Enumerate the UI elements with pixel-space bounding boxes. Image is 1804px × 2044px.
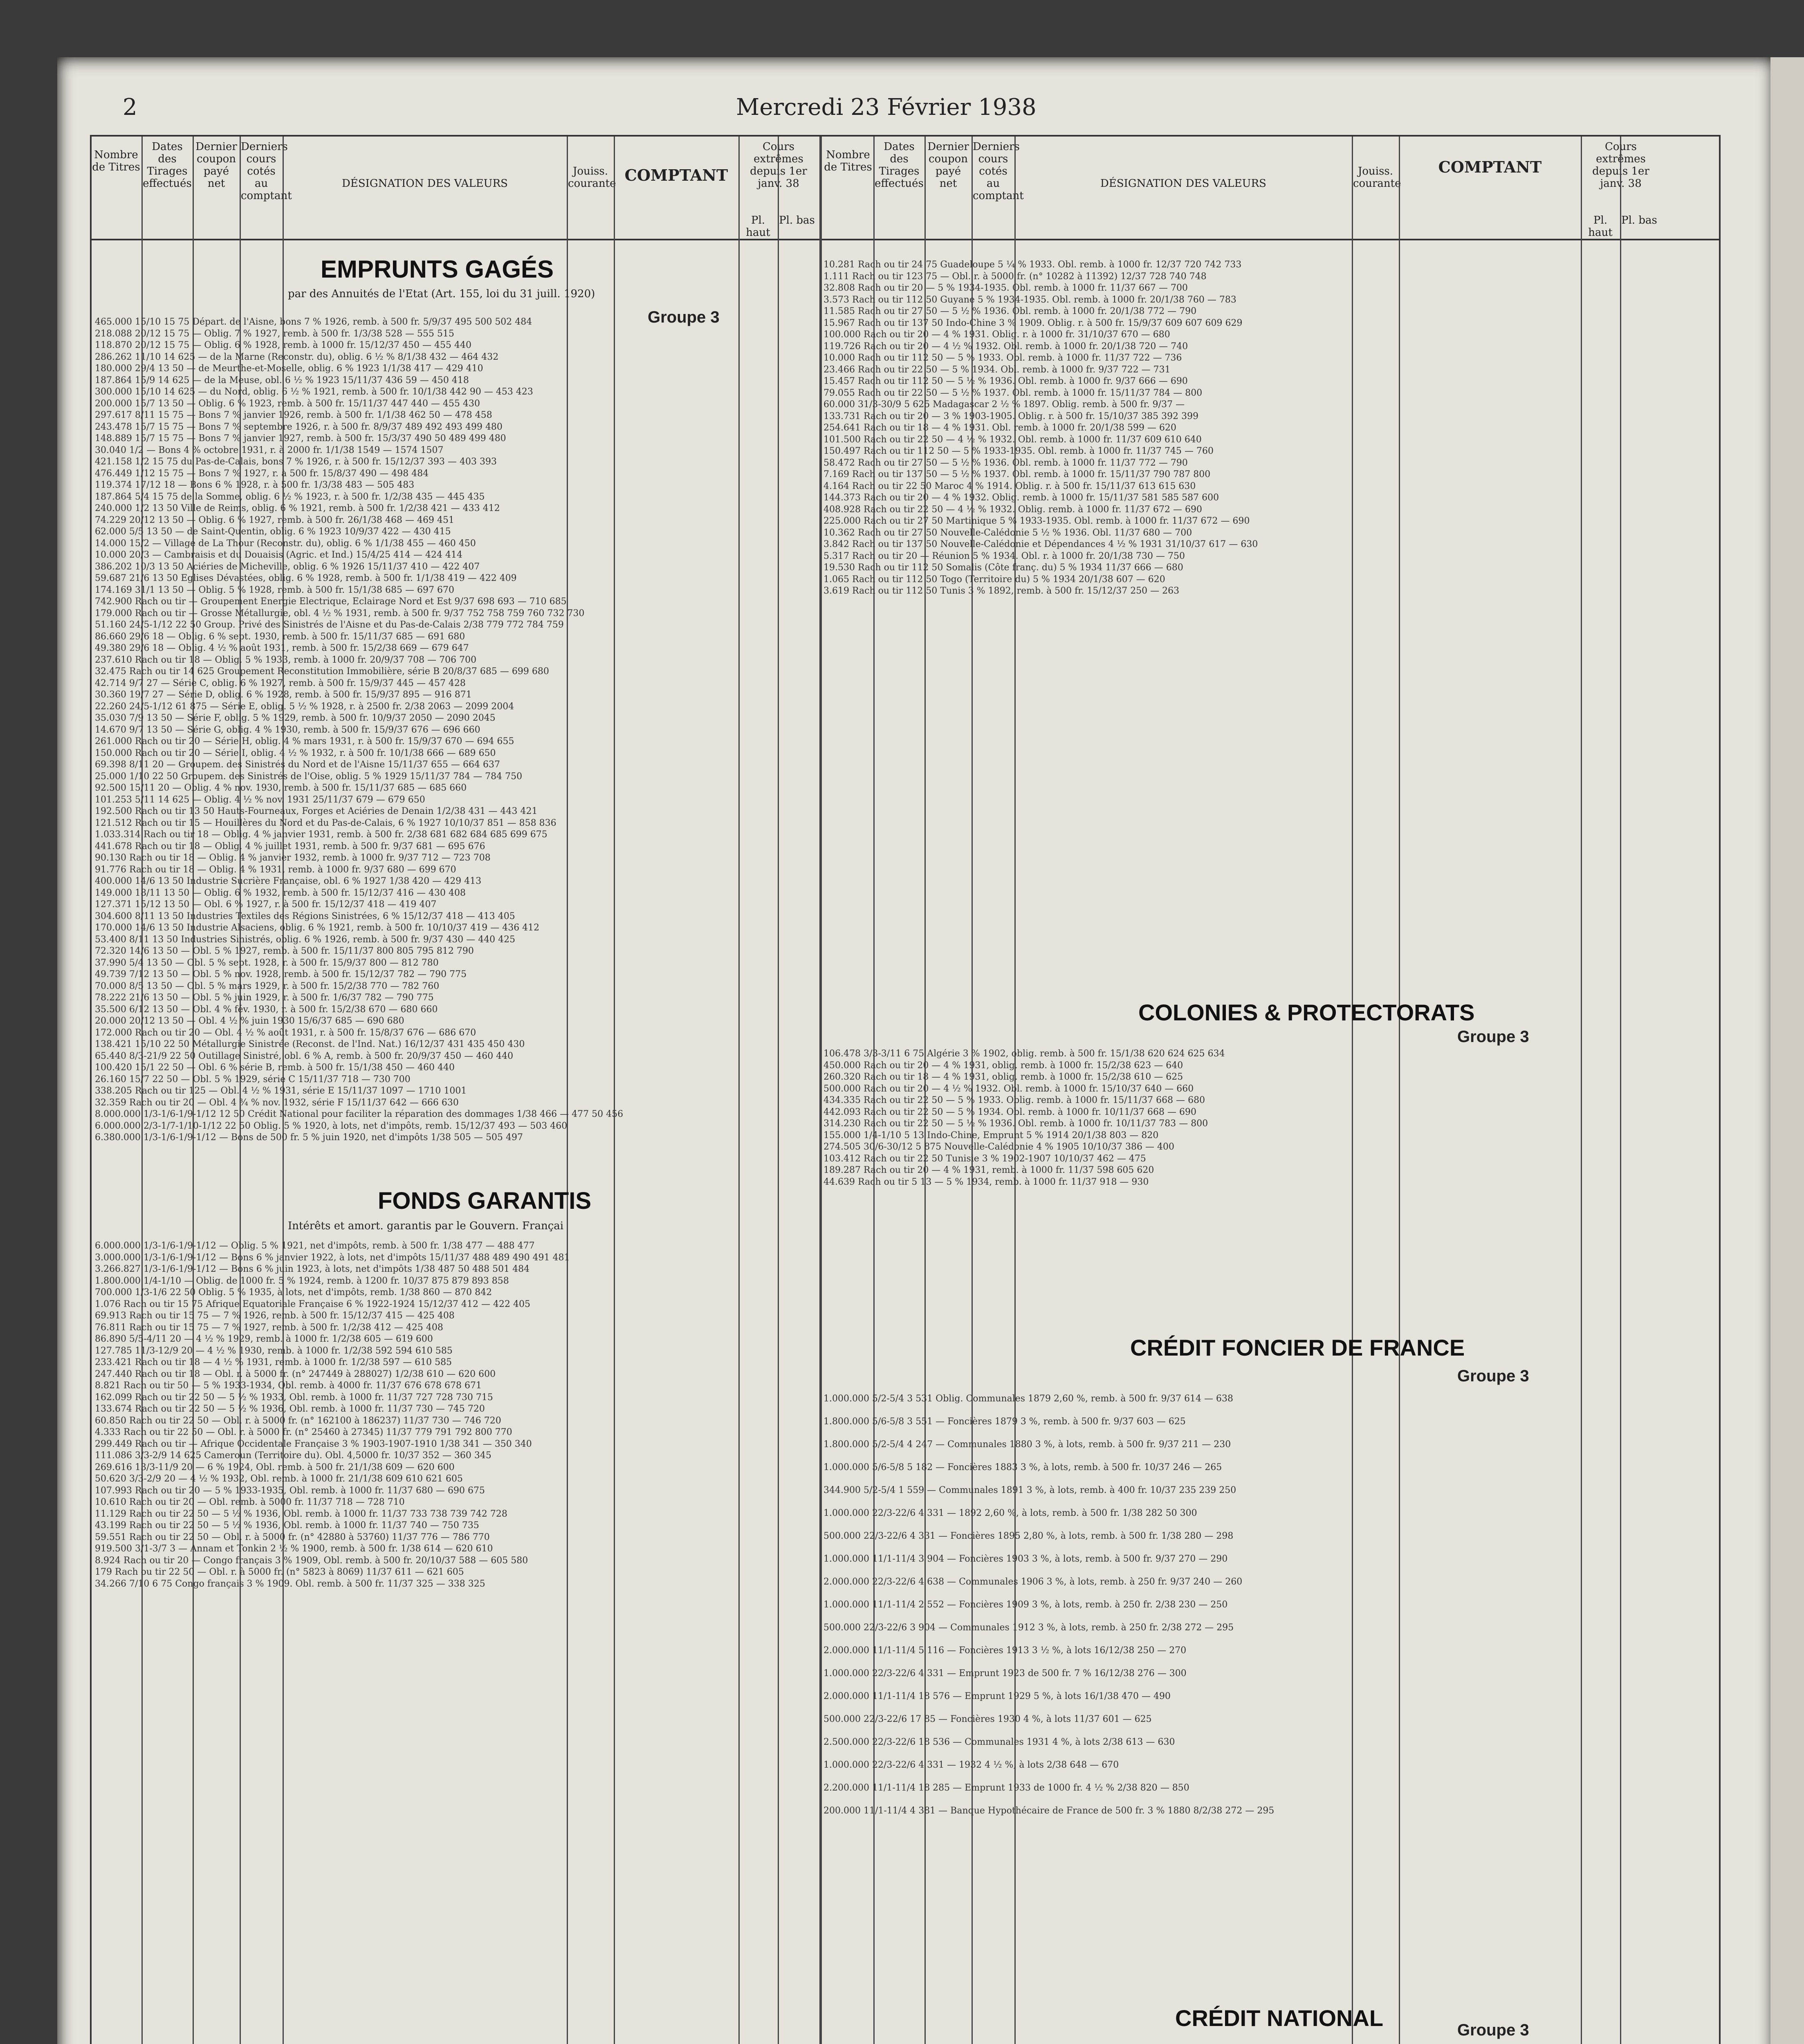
listing-row: 421.158 1/2 15 75 du Pas-de-Calais, bons 7 % 1926, r. à 500 fr. 15/12/37 393 — 403 393 [95, 457, 497, 467]
listing-row: 172.000 Rach ou tir 20 — Obl. 4 ½ % août 1931, r. à 500 fr. 15/8/37 676 — 686 670 [95, 1027, 476, 1038]
listing-row: 14.000 15/2 — Village de La Thour (Reconstr. du), oblig. 6 % 1/1/38 455 — 460 450 [95, 538, 476, 549]
col-head-cours-extremes-right: Cours extrêmes depuis 1er janv. 38 [1592, 141, 1649, 190]
listing-row: 155.000 1/4-1/10 5 13 Indo-Chine, Emprunt 5 % 1914 20/1/38 803 — 820 [823, 1130, 1159, 1141]
listing-row: 1.111 Rach ou tir 123 75 — Obl. r. à 5000 fr. (n° 10282 à 11392) 12/37 728 740 748 [823, 271, 1207, 282]
listing-row: 25.000 1/10 22 50 Groupem. des Sinistrés de l'Oise, oblig. 5 % 1929 15/11/37 784 — 784 750 [95, 771, 523, 782]
listing-row [95, 1602, 814, 1614]
col-head-coupon-right: Dernier coupon payé net [927, 141, 969, 190]
listing-row: 1.000.000 22/3-22/6 4 331 — 1932 4 ½ %, à lots 2/38 648 — 670 [823, 1760, 1119, 1770]
listing-row: 118.870 20/12 15 75 — Oblig. 6 % 1928, remb. à 1000 fr. 15/12/37 450 — 455 440 [95, 340, 471, 350]
listing-row: 91.776 Rach ou tir 18 — Oblig. 4 % 1931, remb. à 1000 fr. 9/37 680 — 699 670 [95, 864, 456, 875]
listing-row: 247.440 Rach ou tir 18 — Obl. r. à 5000 fr. (n° 247449 à 288027) 1/2/38 610 — 620 600 [95, 1369, 496, 1379]
listing-row: 53.400 8/11 13 50 Industries Sinistrés, oblig. 6 % 1926, remb. à 500 fr. 9/37 430 — 440 425 [95, 934, 516, 945]
col-head-coupon: Dernier coupon payé net [195, 141, 237, 190]
listing-row: 450.000 Rach ou tir 20 — 4 % 1931, oblig. remb. à 1000 fr. 15/2/38 623 — 640 [823, 1060, 1183, 1071]
listing-row: 59.687 21/6 13 50 Eglises Dévastées, oblig. 6 % 1928, remb. à 500 fr. 1/1/38 419 — 422 409 [95, 573, 517, 583]
col-head-plus-bas-right: Pl. bas [1621, 214, 1657, 226]
listing-row: 3.573 Rach ou tir 112 50 Guyane 5 % 1934-1935. Obl. remb. à 1000 fr. 20/1/38 760 — 783 [823, 294, 1236, 305]
listing-row: 189.287 Rach ou tir 20 — 4 % 1931, remb. à 1000 fr. 11/37 598 605 620 [823, 1165, 1154, 1175]
listing-row: 35.030 7/9 13 50 — Série F, oblig. 5 % 1929, remb. à 500 fr. 10/9/37 2050 — 2090 2045 [95, 713, 496, 723]
listing-row: 74.229 20/12 13 50 — Oblig. 6 % 1927, remb. à 500 fr. 26/1/38 468 — 469 451 [95, 515, 455, 525]
listing-row: 37.990 5/4 13 50 — Obl. 5 % sept. 1928, r. à 500 fr. 15/9/37 800 — 812 780 [95, 957, 439, 968]
listing-row: 86.660 29/6 18 — Oblig. 6 % sept. 1930, remb. à 500 fr. 15/11/37 685 — 691 680 [95, 631, 465, 642]
column-divider [1581, 137, 1582, 2044]
listing-row: 101.500 Rach ou tir 22 50 — 4 ½ % 1932. Obl. remb. à 1000 fr. 11/37 609 610 640 [823, 434, 1202, 445]
right-rows-block-1 [823, 259, 1580, 597]
listing-table [90, 135, 1721, 2044]
listing-row: 6.000.000 2/3-1/7-1/10-1/12 22 50 Oblig. 5 % 1920, à lots, net d'impôts, remb. 15/12/37 493 — 503 460 [95, 1121, 568, 1131]
listing-row: 442.093 Rach ou tir 22 50 — 5 % 1934. Obl. remb. à 1000 fr. 10/11/37 668 — 690 [823, 1107, 1196, 1117]
listing-row: 297.617 8/11 15 75 — Bons 7 % janvier 1926, remb. à 500 fr. 1/1/38 462 50 — 478 458 [95, 410, 492, 420]
col-head-tirages: Dates des Tirages effectués [143, 141, 192, 190]
listing-row: 919.500 3/1-3/7 3 — Annam et Tonkin 2 ½ % 1900, remb. à 500 fr. 1/38 614 — 620 610 [95, 1544, 493, 1554]
listing-row: 179.000 Rach ou tir — Grosse Métallurgie, obl. 4 ½ % 1931, remb. à 500 fr. 9/37 752 758 759 760 732 730 [95, 608, 585, 619]
listing-row: 51.160 24/5-1/12 22 50 Group. Privé des Sinistrés de l'Aisne et du Pas-de-Calais 2/38 779 772 784 759 [95, 620, 564, 630]
listing-row: 299.449 Rach ou tir — Afrique Occidentale Française 3 % 1903-1907-1910 1/38 341 — 350 340 [95, 1439, 532, 1449]
listing-row: 49.380 29/6 18 — Oblig. 4 ½ % août 1931, remb. à 500 fr. 15/2/38 669 — 679 647 [95, 643, 469, 653]
listing-row: 1.800.000 5/6-5/8 3 551 — Foncières 1879 3 %, remb. à 500 fr. 9/37 603 — 625 [823, 1416, 1186, 1427]
section-title-fonds-garantis: FONDS GARANTIS [378, 1188, 591, 1214]
col-head-derniers-cours: Derniers cours cotés au comptant [241, 141, 292, 202]
listing-row: 101.253 5/11 14 625 — Oblig. 4 ½ % nov. 1931 25/11/37 679 — 679 650 [95, 794, 425, 805]
listing-row: 192.500 Rach ou tir 13 50 Hauts-Fourneaux, Forges et Aciéries de Denain 1/2/38 431 — 443 421 [95, 806, 538, 816]
listing-row: 1.000.000 11/1-11/4 2 552 — Foncières 1909 3 %, à lots, remb. à 250 fr. 2/38 230 — 250 [823, 1600, 1228, 1610]
listing-row: 3.842 Rach ou tir 137 50 Nouvelle-Calédonie et Dépendances 4 ½ % 1931 31/10/37 617 — 630 [823, 539, 1258, 549]
right-rows-block-3 [823, 1387, 1580, 1822]
listing-row: 500.000 22/3-22/6 17 85 — Foncières 1930 4 %, à lots 11/37 601 — 625 [823, 1714, 1152, 1724]
listing-row: 8.924 Rach ou tir 20 — Congo français 3 % 1909, Obl. remb. à 500 fr. 20/10/37 588 — 605 580 [95, 1555, 528, 1566]
listing-row [95, 1636, 814, 1648]
listing-row: 121.512 Rach ou tir 15 — Houillères du Nord et du Pas-de-Calais, 6 % 1927 10/10/37 851 — 858 836 [95, 818, 556, 828]
listing-row: 119.726 Rach ou tir 20 — 4 ½ % 1932. Obl. remb. à 1000 fr. 20/1/38 720 — 740 [823, 341, 1188, 352]
listing-row: 20.000 20/12 13 50 — Obl. 4 ½ % juin 1930 15/6/37 685 — 690 680 [95, 1016, 404, 1026]
col-head-plus-bas: Pl. bas [779, 214, 815, 226]
listing-row: 148.889 15/7 15 75 — Bons 7 % janvier 1927, remb. à 500 fr. 15/3/37 490 50 489 499 480 [95, 433, 506, 444]
listing-row: 10.610 Rach ou tir 20 — Obl. remb. à 5000 fr. 11/37 718 — 728 710 [95, 1497, 405, 1507]
listing-row: 10.000 20/3 — Cambraisis et du Douaisis (Agric. et Ind.) 15/4/25 414 — 424 414 [95, 550, 462, 560]
listing-row: 3.619 Rach ou tir 112 50 Tunis 3 % 1892, remb. à 500 fr. 15/12/37 250 — 263 [823, 586, 1180, 596]
listing-row: 62.000 5/5 13 50 — de Saint-Quentin, oblig. 6 % 1923 10/9/37 422 — 430 415 [95, 527, 451, 537]
listing-row: 119.374 17/12 18 — Bons 6 % 1928, r. à 500 fr. 1/3/38 483 — 505 483 [95, 480, 415, 490]
listing-row: 76.811 Rach ou tir 15 75 — 7 % 1927, remb. à 500 fr. 1/2/38 412 — 425 408 [95, 1322, 443, 1333]
listing-row: 240.000 1/2 13 50 Ville de Reims, oblig. 6 % 1921, remb. à 500 fr. 1/2/38 421 — 433 412 [95, 503, 500, 513]
listing-row: 65.440 8/3-21/9 22 50 Outillage Sinistré, obl. 6 % A, remb. à 500 fr. 20/9/37 450 — 460 440 [95, 1051, 514, 1061]
listing-row: 43.199 Rach ou tir 22 50 — 5 ½ % 1936, Obl. remb. à 1000 fr. 11/37 740 — 750 735 [95, 1520, 479, 1531]
listing-row: 8.821 Rach ou tir 50 — 5 % 1933-1934, Obl. remb. à 4000 fr. 11/37 676 678 678 671 [95, 1381, 482, 1391]
section-subtitle-fonds-garantis: Intérêts et amort. garantis par le Gouvern. Françai [288, 1220, 564, 1232]
listing-row: 127.371 15/12 13 50 — Obl. 6 % 1927, r. à 500 fr. 15/12/37 418 — 419 407 [95, 899, 437, 910]
listing-row: 50.620 3/3-2/9 20 — 4 ½ % 1932, Obl. remb. à 1000 fr. 21/1/38 609 610 621 605 [95, 1474, 463, 1484]
listing-row: 44.639 Rach ou tir 5 13 — 5 % 1934, remb. à 1000 fr. 11/37 918 — 930 [823, 1177, 1149, 1187]
listing-row: 35.500 6/12 13 50 — Obl. 4 % fév. 1930, r. à 500 fr. 15/2/38 670 — 680 660 [95, 1004, 438, 1015]
listing-row: 60.000 31/3-30/9 5 625 Madagascar 2 ½ % 1897. Oblig. remb. à 500 fr. 9/37 — [823, 399, 1185, 410]
listing-row: 1.033.314 Rach ou tir 18 — Oblig. 4 % janvier 1931, remb. à 500 fr. 2/38 681 682 684 685 699 675 [95, 829, 547, 840]
listing-row: 69.913 Rach ou tir 15 75 — 7 % 1926, remb. à 500 fr. 15/12/37 415 — 425 408 [95, 1311, 455, 1321]
listing-row: 78.222 21/6 13 50 — Obl. 5 % juin 1929, r. à 500 fr. 1/6/37 782 — 790 775 [95, 993, 434, 1003]
listing-row: 500.000 22/3-22/6 4 331 — Foncières 1895 2,80 %, à lots, remb. à 500 fr. 1/38 280 — 298 [823, 1531, 1234, 1541]
listing-row: 10.362 Rach ou tir 27 50 Nouvelle-Calédonie 5 ½ % 1936. Obl. 11/37 680 — 700 [823, 527, 1192, 538]
listing-row: 70.000 8/5 13 50 — Obl. 5 % mars 1929, r. à 500 fr. 15/2/38 770 — 782 760 [95, 981, 440, 991]
col-head-jouiss: Jouiss. courante [568, 165, 616, 190]
listing-row: 1.800.000 5/2-5/4 4 247 — Communales 1880 3 %, à lots, remb. à 500 fr. 9/37 211 — 230 [823, 1439, 1231, 1450]
col-head-nombre-right: Nombre de Titres [824, 149, 872, 173]
listing-row: 408.928 Rach ou tir 22 50 — 4 ½ % 1932. Oblig. remb. à 1000 fr. 11/37 672 — 690 [823, 504, 1202, 515]
listing-row: 170.000 14/6 13 50 Industrie Alsaciens, oblig. 6 % 1921, remb. à 500 fr. 10/10/37 419 — 436 412 [95, 923, 540, 933]
listing-row [95, 1613, 814, 1625]
listing-row: 434.335 Rach ou tir 22 50 — 5 % 1933. Oblig. remb. à 1000 fr. 15/11/37 668 — 680 [823, 1095, 1205, 1105]
listing-row: 1.000.000 22/3-22/6 4 331 — 1892 2,60 %, à lots, remb. à 500 fr. 1/38 282 50 300 [823, 1508, 1197, 1518]
listing-row: 269.616 13/3-11/9 20 — 6 % 1924, Obl. remb. à 500 fr. 21/1/38 609 — 620 600 [95, 1462, 455, 1472]
section-title-emprunts-gages: EMPRUNTS GAGÉS [321, 256, 554, 283]
listing-row: 233.421 Rach ou tir 18 — 4 ½ % 1931, remb. à 1000 fr. 1/2/38 597 — 610 585 [95, 1357, 452, 1367]
listing-row: 1.800.000 1/4-1/10 — Oblig. de 1000 fr. 5 % 1924, remb. à 1200 fr. 10/37 875 879 893 858 [95, 1275, 509, 1286]
listing-row: 2.500.000 22/3-22/6 18 536 — Communales 1931 4 %, à lots 2/38 613 — 630 [823, 1737, 1175, 1747]
listing-row: 30.040 1/2 — Bons 4 % octobre 1931, r. à 2000 fr. 1/1/38 1549 — 1574 1507 [95, 445, 444, 455]
listing-row: 59.551 Rach ou tir 22 50 — Obl. r. à 5000 fr. (n° 42880 à 53760) 11/37 776 — 786 770 [95, 1532, 490, 1542]
listing-row: 338.205 Rach ou tir 125 — Obl. 4 ½ % 1931, série E 15/11/37 1097 — 1710 1001 [95, 1086, 467, 1096]
listing-row: 162.099 Rach ou tir 22 50 — 5 ½ % 1933, Obl. remb. à 1000 fr. 11/37 727 728 730 715 [95, 1392, 493, 1403]
listing-row: 1.000.000 5/2-5/4 3 531 Oblig. Communales 1879 2,60 %, remb. à 500 fr. 9/37 614 — 638 [823, 1394, 1234, 1404]
listing-row: 34.266 7/10 6 75 Congo français 3 % 1909. Obl. remb. à 500 fr. 11/37 325 — 338 325 [95, 1578, 485, 1589]
col-head-comptant: COMPTANT [624, 166, 728, 184]
listing-row: 179 Rach ou tir 22 50 — Obl. r. à 5000 fr. (n° 5823 à 8069) 11/37 611 — 621 605 [95, 1567, 464, 1577]
listing-row: 79.055 Rach ou tir 22 50 — 5 ½ % 1937. Obl. remb. à 1000 fr. 15/11/37 784 — 800 [823, 388, 1203, 398]
listing-row: 300.000 15/10 14 625 — du Nord, oblig. 6 ½ % 1921, remb. à 500 fr. 10/1/38 442 90 — 453 423 [95, 387, 533, 397]
groupe-label: Groupe 3 [1457, 2021, 1529, 2039]
listing-row: 274.505 30/6-30/12 5 875 Nouvelle-Calédonie 4 % 1905 10/10/37 386 — 400 [823, 1142, 1174, 1152]
listing-row: 261.000 Rach ou tir 20 — Série H, oblig. 4 % mars 1931, r. à 500 fr. 15/9/37 670 — 694 655 [95, 736, 514, 746]
listing-row: 14.670 9/7 13 50 — Série G, oblig. 4 % 1930, remb. à 500 fr. 15/9/37 676 — 696 660 [95, 724, 480, 735]
listing-row: 58.472 Rach ou tir 27 50 — 5 ½ % 1936. Obl. remb. à 1000 fr. 11/37 772 — 790 [823, 457, 1188, 468]
listing-row: 243.478 15/7 15 75 — Bons 7 % septembre 1926, r. à 500 fr. 8/9/37 489 492 493 499 480 [95, 421, 503, 432]
page-header [123, 94, 1717, 131]
listing-row: 127.785 11/3-12/9 20 — 4 ½ % 1930, remb. à 1000 fr. 1/2/38 592 594 610 585 [95, 1345, 453, 1356]
listing-row: 4.164 Rach ou tir 22 50 Maroc 4 % 1914. Oblig. r. à 500 fr. 15/11/37 613 615 630 [823, 481, 1196, 491]
listing-row: 400.000 14/6 13 50 Industrie Sucrière Française, obl. 6 % 1927 1/38 420 — 429 413 [95, 876, 482, 886]
section-title-credit-foncier: CRÉDIT FONCIER DE FRANCE [1130, 1335, 1465, 1360]
listing-row: 111.086 3/3-2/9 14 625 Cameroun (Territoire du). Obl. 4,5000 fr. 10/37 352 — 360 345 [95, 1450, 491, 1461]
listing-row: 32.808 Rach ou tir 20 — 5 % 1934-1935. Obl. remb. à 1000 fr. 11/37 667 — 700 [823, 283, 1188, 293]
listing-row: 3.000.000 1/3-1/6-1/9-1/12 — Bons 6 % janvier 1922, à lots, net d'impôts 15/11/37 488 489 490 491 481 [95, 1252, 570, 1263]
column-headers [92, 137, 1719, 240]
listing-row: 2.200.000 11/1-11/4 18 285 — Emprunt 1933 de 1000 fr. 4 ½ % 2/38 820 — 850 [823, 1783, 1189, 1793]
col-head-plus-haut-right: Pl. haut [1588, 214, 1613, 239]
left-rows-block-1 [95, 316, 814, 1144]
listing-row: 11.585 Rach ou tir 27 50 — 5 ½ % 1936. Obl. remb. à 1000 fr. 20/1/38 772 — 790 [823, 306, 1197, 316]
listing-row: 237.610 Rach ou tir 18 — Oblig. 5 % 1933, remb. à 1000 fr. 20/9/37 708 — 706 700 [95, 654, 477, 665]
page-date: Mercredi 23 Février 1938 [736, 94, 1037, 121]
listing-row: 1.000.000 11/1-11/4 3 904 — Foncières 1903 3 %, à lots, remb. à 500 fr. 9/37 270 — 290 [823, 1554, 1228, 1564]
listing-row: 19.530 Rach ou tir 112 50 Somalis (Côte franç. du) 5 % 1934 11/37 666 — 680 [823, 563, 1183, 573]
listing-row: 1.000.000 5/6-5/8 5 182 — Foncières 1883 3 %, à lots, remb. à 500 fr. 10/37 246 — 265 [823, 1462, 1222, 1472]
listing-row [95, 1590, 814, 1602]
page-number: 2 [123, 94, 137, 121]
listing-row: 32.475 Rach ou tir 14 625 Groupement Reconstitution Immobilière, série B 20/8/37 685 — 699 680 [95, 666, 549, 677]
listing-row: 1.076 Rach ou tir 15 75 Afrique Equatoriale Française 6 % 1922-1924 15/12/37 412 — 422 405 [95, 1299, 530, 1309]
section-title-credit-national: CRÉDIT NATIONAL [1175, 2005, 1384, 2031]
col-head-nombre: Nombre de Titres [92, 149, 140, 173]
listing-row: 60.850 Rach ou tir 22 50 — Obl. r. à 5000 fr. (n° 162100 à 186237) 11/37 730 — 746 720 [95, 1415, 501, 1426]
listing-row: 72.320 14/6 13 50 — Obl. 5 % 1927, remb. à 500 fr. 15/11/37 800 805 795 812 790 [95, 946, 474, 956]
listing-row: 133.674 Rach ou tir 22 50 — 5 ½ % 1936, Obl. remb. à 1000 fr. 11/37 730 — 745 720 [95, 1404, 485, 1414]
adjacent-page-edge [1770, 57, 1804, 2044]
section-subtitle-emprunts-gages: par des Annuités de l'Etat (Art. 155, loi du 31 juill. 1920) [288, 288, 595, 300]
listing-row: 465.000 15/10 15 75 Départ. de l'Aisne, bons 7 % 1926, remb. à 500 fr. 5/9/37 495 500 502 484 [95, 317, 532, 327]
listing-row: 15.457 Rach ou tir 112 50 — 5 ½ % 1936. Obl. remb. à 1000 fr. 9/37 666 — 690 [823, 376, 1188, 386]
listing-row: 180.000 29/4 13 50 — de Meurthe-et-Moselle, oblig. 6 % 1923 1/1/38 417 — 429 410 [95, 363, 483, 374]
listing-row: 100.420 15/1 22 50 — Obl. 6 % série B, remb. à 500 fr. 15/1/38 450 — 460 440 [95, 1062, 455, 1073]
listing-row [95, 1625, 814, 1637]
listing-row: 218.088 20/12 15 75 — Oblig. 7 % 1927, remb. à 500 fr. 1/3/38 528 — 555 515 [95, 328, 455, 339]
listing-row: 500.000 22/3-22/6 3 904 — Communales 1912 3 %, à lots, remb. à 250 fr. 2/38 272 — 295 [823, 1623, 1234, 1633]
listing-row: 386.202 10/3 13 50 Aciéries de Micheville, oblig. 6 % 1926 15/11/37 410 — 422 407 [95, 561, 480, 572]
listing-row: 344.900 5/2-5/4 1 559 — Communales 1891 3 %, à lots, remb. à 400 fr. 10/37 235 239 250 [823, 1485, 1236, 1495]
listing-row: 106.478 3/3-3/11 6 75 Algérie 3 % 1902, oblig. remb. à 500 fr. 15/1/38 620 624 625 634 [823, 1049, 1225, 1059]
listing-row: 4.333 Rach ou tir 22 50 — Obl. r. à 5000 fr. (n° 25460 à 27345) 11/37 779 791 792 800 770 [95, 1427, 512, 1437]
col-head-tirages-right: Dates des Tirages effectués [875, 141, 924, 190]
listing-row: 286.262 11/10 14 625 — de la Marne (Reconstr. du), oblig. 6 ½ % 8/1/38 432 — 464 432 [95, 352, 499, 362]
listing-row: 2.000.000 11/1-11/4 18 576 — Emprunt 1929 5 %, à lots 16/1/38 470 — 490 [823, 1691, 1171, 1701]
listing-row: 32.359 Rach ou tir 20 — Obl. 4 ¾ % nov. 1932, série F 15/11/37 642 — 666 630 [95, 1097, 459, 1108]
listing-row: 304.600 8/11 13 50 Industries Textiles des Régions Sinistrées, 6 % 15/12/37 418 — 413 405 [95, 911, 515, 921]
groupe-label: Groupe 3 [1457, 1028, 1529, 1046]
col-head-cours-extremes: Cours extrêmes depuis 1er janv. 38 [750, 141, 807, 190]
listing-row: 441.678 Rach ou tir 18 — Oblig. 4 % juillet 1931, remb. à 500 fr. 9/37 681 — 695 676 [95, 841, 485, 852]
listing-row: 26.160 15/7 22 50 — Obl. 5 % 1929, série C 15/11/37 718 — 730 700 [95, 1074, 411, 1085]
listing-row: 10.281 Rach ou tir 24 75 Guadeloupe 5 ¼ % 1933. Obl. remb. à 1000 fr. 12/37 720 742 733 [823, 260, 1242, 270]
listing-row: 11.129 Rach ou tir 22 50 — 5 ½ % 1936, Obl. remb. à 1000 fr. 11/37 733 738 739 742 728 [95, 1508, 507, 1519]
listing-row: 314.230 Rach ou tir 22 50 — 5 ½ % 1936. Obl. remb. à 1000 fr. 10/11/37 783 — 800 [823, 1118, 1208, 1129]
listing-row: 8.000.000 1/3-1/6-1/9-1/12 12 50 Crédit National pour faciliter la réparation des dommages 1/38 466 — 477 50 456 [95, 1109, 624, 1119]
col-head-derniers-cours-right: Derniers cours cotés au comptant [973, 141, 1024, 202]
listing-row: 5.317 Rach ou tir 20 — Réunion 5 % 1934. Obl. r. à 1000 fr. 20/1/38 730 — 750 [823, 551, 1185, 561]
listing-row: 6.380.000 1/3-1/6-1/9-1/12 — Bons de 500 fr. 5 % juin 1920, net d'impôts 1/38 505 — 505 497 [95, 1132, 523, 1143]
col-head-plus-haut: Pl. haut [746, 214, 770, 239]
listing-row: 225.000 Rach ou tir 27 50 Martinique 5 % 1933-1935. Obl. remb. à 1000 fr. 11/37 672 — 690 [823, 516, 1250, 526]
col-head-comptant-right: COMPTANT [1438, 158, 1542, 176]
listing-row: 100.000 Rach ou tir 20 — 4 % 1931. Oblig. r. à 1000 fr. 31/10/37 670 — 680 [823, 329, 1170, 340]
listing-row: 200.000 11/1-11/4 4 381 — Banque Hypothécaire de France de 500 fr. 3 % 1880 8/2/38 272 — 295 [823, 1806, 1274, 1816]
listing-row: 69.398 8/11 20 — Groupem. des Sinistrés du Nord et de l'Aisne 15/11/37 655 — 664 637 [95, 760, 500, 770]
listing-row: 1.000.000 22/3-22/6 4 331 — Emprunt 1923 de 500 fr. 7 % 16/12/38 276 — 300 [823, 1668, 1187, 1679]
listing-row: 476.449 1/12 15 75 — Bons 7 % 1927, r. à 500 fr. 15/8/37 490 — 498 484 [95, 468, 429, 479]
groupe-label: Groupe 3 [648, 308, 720, 326]
listing-row: 2.000.000 11/1-11/4 5 116 — Foncières 1913 3 ½ %, à lots 16/12/38 250 — 270 [823, 1645, 1187, 1656]
listing-row: 133.731 Rach ou tir 20 — 3 % 1903-1905. Oblig. r. à 500 fr. 15/10/37 385 392 399 [823, 411, 1199, 421]
col-head-designation: DÉSIGNATION DES VALEURS [342, 177, 508, 190]
listing-row: 1.065 Rach ou tir 112 50 Togo (Territoire du) 5 % 1934 20/1/38 607 — 620 [823, 574, 1165, 585]
listing-row: 700.000 1/3-1/6 22 50 Oblig. 5 % 1935, à lots, net d'impôts, remb. 1/38 860 — 870 842 [95, 1287, 492, 1298]
col-head-designation-right: DÉSIGNATION DES VALEURS [1100, 177, 1266, 190]
column-divider [1620, 137, 1621, 2044]
listing-row: 42.714 9/7 27 — Série C, oblig. 6 % 1927, remb. à 500 fr. 15/9/37 445 — 457 428 [95, 678, 466, 688]
groupe-label: Groupe 3 [1457, 1367, 1529, 1385]
listing-row: 86.890 5/5-4/11 20 — 4 ½ % 1929, remb. à 1000 fr. 1/2/38 605 — 619 600 [95, 1334, 433, 1344]
listing-row: 149.000 18/11 13 50 — Oblig. 6 % 1932, remb. à 500 fr. 15/12/37 416 — 430 408 [95, 888, 466, 898]
listing-row: 22.260 24/5-1/12 61 875 — Série E, oblig. 5 ½ % 1928, r. à 2500 fr. 2/38 2063 — 2099 2004 [95, 701, 514, 712]
left-rows-block-2 [95, 1240, 814, 1648]
listing-row: 15.967 Rach ou tir 137 50 Indo-Chine 3 % 1909. Oblig. r. à 500 fr. 15/9/37 609 607 609 629 [823, 318, 1243, 328]
col-head-jouiss-right: Jouiss. courante [1353, 165, 1401, 190]
listing-row: 187.864 5/4 15 75 de la Somme, oblig. 6 ½ % 1923, r. à 500 fr. 1/2/38 435 — 445 435 [95, 491, 485, 502]
listing-row: 742.900 Rach ou tir — Groupement Energie Electrique, Eclairage Nord et Est 9/37 698 693 — 710 685 [95, 596, 567, 607]
listing-row: 254.641 Rach ou tir 18 — 4 % 1931. Obl. remb. à 1000 fr. 20/1/38 599 — 620 [823, 423, 1176, 433]
section-title-colonies: COLONIES & PROTECTORATS [1138, 1000, 1475, 1025]
listing-row: 174.169 31/1 13 50 — Oblig. 5 % 1928, remb. à 500 fr. 15/1/38 685 — 697 670 [95, 585, 455, 595]
listing-row: 103.412 Rach ou tir 22 50 Tunisie 3 % 1902-1907 10/10/37 462 — 475 [823, 1153, 1146, 1164]
listing-row: 144.373 Rach ou tir 20 — 4 % 1932. Oblig. remb. à 1000 fr. 15/11/37 581 585 587 600 [823, 493, 1219, 503]
listing-row: 3.266.827 1/3-1/6-1/9-1/12 — Bons 6 % juin 1923, à lots, net d'impôts 1/38 487 50 488 501 484 [95, 1264, 530, 1274]
listing-row: 92.500 15/11 20 — Oblig. 4 % nov. 1930, remb. à 500 fr. 15/11/37 685 — 685 660 [95, 783, 467, 793]
listing-row: 30.360 19/7 27 — Série D, oblig. 6 % 1928, remb. à 500 fr. 15/9/37 895 — 916 871 [95, 690, 472, 700]
listing-row: 23.466 Rach ou tir 22 50 — 5 % 1934. Obl. remb. à 1000 fr. 9/37 722 — 731 [823, 364, 1171, 375]
listing-row: 138.421 15/10 22 50 Métallurgie Sinistrée (Reconst. de l'Ind. Nat.) 16/12/37 431 435 450 430 [95, 1039, 525, 1049]
listing-row: 107.993 Rach ou tir 20 — 5 % 1933-1935, Obl. remb. à 1000 fr. 11/37 680 — 690 675 [95, 1485, 485, 1496]
center-divider [819, 137, 822, 2044]
right-rows-block-2 [823, 1048, 1580, 1188]
listing-row: 500.000 Rach ou tir 20 — 4 ½ % 1932. Obl. remb. à 1000 fr. 15/10/37 640 — 660 [823, 1083, 1194, 1094]
listing-row: 90.130 Rach ou tir 18 — Oblig. 4 % janvier 1932, remb. à 1000 fr. 9/37 712 — 723 708 [95, 853, 491, 863]
listing-row: 10.000 Rach ou tir 112 50 — 5 % 1933. Obl. remb. à 1000 fr. 11/37 722 — 736 [823, 353, 1182, 363]
listing-row: 150.000 Rach ou tir 20 — Série I, oblig. 4 ½ % 1932, r. à 500 fr. 10/1/38 666 — 689 650 [95, 748, 496, 758]
listing-row: 2.000.000 22/3-22/6 4 638 — Communales 1906 3 %, à lots, remb. à 250 fr. 9/37 240 — 260 [823, 1577, 1243, 1587]
listing-row: 260.320 Rach ou tir 18 — 4 % 1931, oblig. remb. à 1000 fr. 15/2/38 610 — 625 [823, 1072, 1183, 1082]
listing-row: 49.739 7/12 13 50 — Obl. 5 % nov. 1928, remb. à 500 fr. 15/12/37 782 — 790 775 [95, 969, 467, 979]
listing-row: 150.497 Rach ou tir 112 50 — 5 % 1933-1935. Obl. remb. à 1000 fr. 11/37 745 — 760 [823, 446, 1214, 456]
listing-row: 200.000 15/7 13 50 — Oblig. 6 % 1923, remb. à 500 fr. 15/11/37 447 440 — 455 430 [95, 398, 480, 409]
listing-row: 6.000.000 1/3-1/6-1/9-1/12 — Oblig. 5 % 1921, net d'impôts, remb. à 500 fr. 1/38 477 — 488 477 [95, 1241, 535, 1251]
listing-row: 187.864 15/9 14 625 — de la Meuse, obl. 6 ½ % 1923 15/11/37 436 59 — 450 418 [95, 375, 469, 385]
listing-row: 7.169 Rach ou tir 137 50 — 5 ½ % 1937. Obl. remb. à 1000 fr. 15/11/37 790 787 800 [823, 469, 1211, 480]
